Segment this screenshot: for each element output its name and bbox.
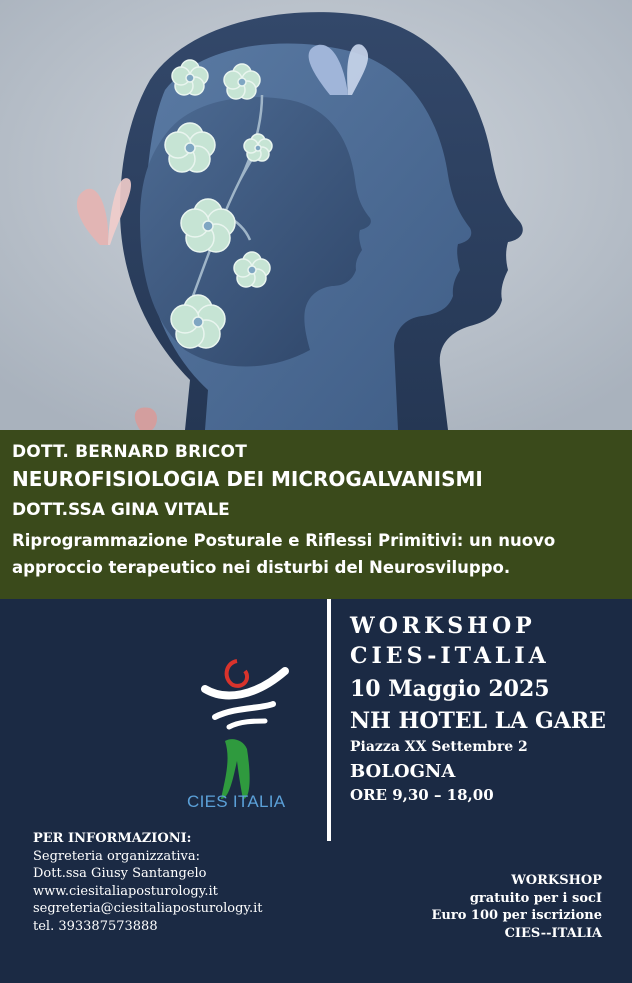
event-address: Piazza XX Settembre 2 <box>350 739 528 755</box>
fee-info <box>432 872 602 942</box>
vertical-divider <box>327 599 331 841</box>
fee-line-3: Euro 100 per iscrizione <box>431 908 602 923</box>
contact-website-link[interactable]: www.ciesitaliaposturology.it <box>33 883 218 899</box>
fee-line-4: CIES--ITALIA <box>504 925 602 941</box>
silhouette-illustration <box>0 0 632 430</box>
event-title-line-1: WORKSHOP <box>350 613 536 639</box>
logo-caption: CIES ITALIA <box>187 792 286 811</box>
logo-red-swirl <box>227 661 247 686</box>
event-city: BOLOGNA <box>350 761 456 782</box>
speaker-1-topic: NEUROFISIOLOGIA DEI MICROGALVANISMI <box>12 467 483 491</box>
event-date: 10 Maggio 2025 <box>350 676 550 702</box>
butterfly-icon-pink-small <box>135 407 157 430</box>
contact-info <box>33 830 263 935</box>
event-venue: NH HOTEL LA GARE <box>350 708 606 734</box>
contact-phone: tel. 393387573888 <box>33 918 158 934</box>
logo-white-stroke-3 <box>229 721 265 727</box>
contact-heading: PER INFORMAZIONI: <box>33 831 192 846</box>
event-hours: ORE 9,30 – 18,00 <box>350 786 494 804</box>
speaker-2-topic-line-2: approccio terapeutico nei disturbi del Neurosviluppo. <box>12 558 511 577</box>
logo-white-stroke-2 <box>215 704 273 717</box>
speaker-2-name: DOTT.SSA GINA VITALE <box>12 500 230 520</box>
contact-line-1: Segreteria organizzativa: <box>33 848 200 864</box>
logo-green-figure <box>221 739 250 799</box>
event-title-line-2: CIES-ITALIA <box>350 643 550 669</box>
speaker-2-topic <box>12 527 572 581</box>
event-details <box>350 611 606 805</box>
details-section <box>0 599 632 983</box>
fee-line-1: WORKSHOP <box>511 873 602 888</box>
contact-line-2: Dott.ssa Giusy Santangelo <box>33 866 207 881</box>
speakers-band <box>0 430 632 599</box>
hero-illustration <box>0 0 632 430</box>
speaker-2-topic-line-1: Riprogrammazione Posturale e Riflessi Primitivi: un nuovo <box>12 531 556 550</box>
contact-email-link[interactable]: segreteria@ciesitaliaposturology.it <box>33 901 263 916</box>
speaker-1-name: DOTT. BERNARD BRICOT <box>12 442 248 462</box>
fee-line-2: gratuito per i socI <box>469 890 602 906</box>
